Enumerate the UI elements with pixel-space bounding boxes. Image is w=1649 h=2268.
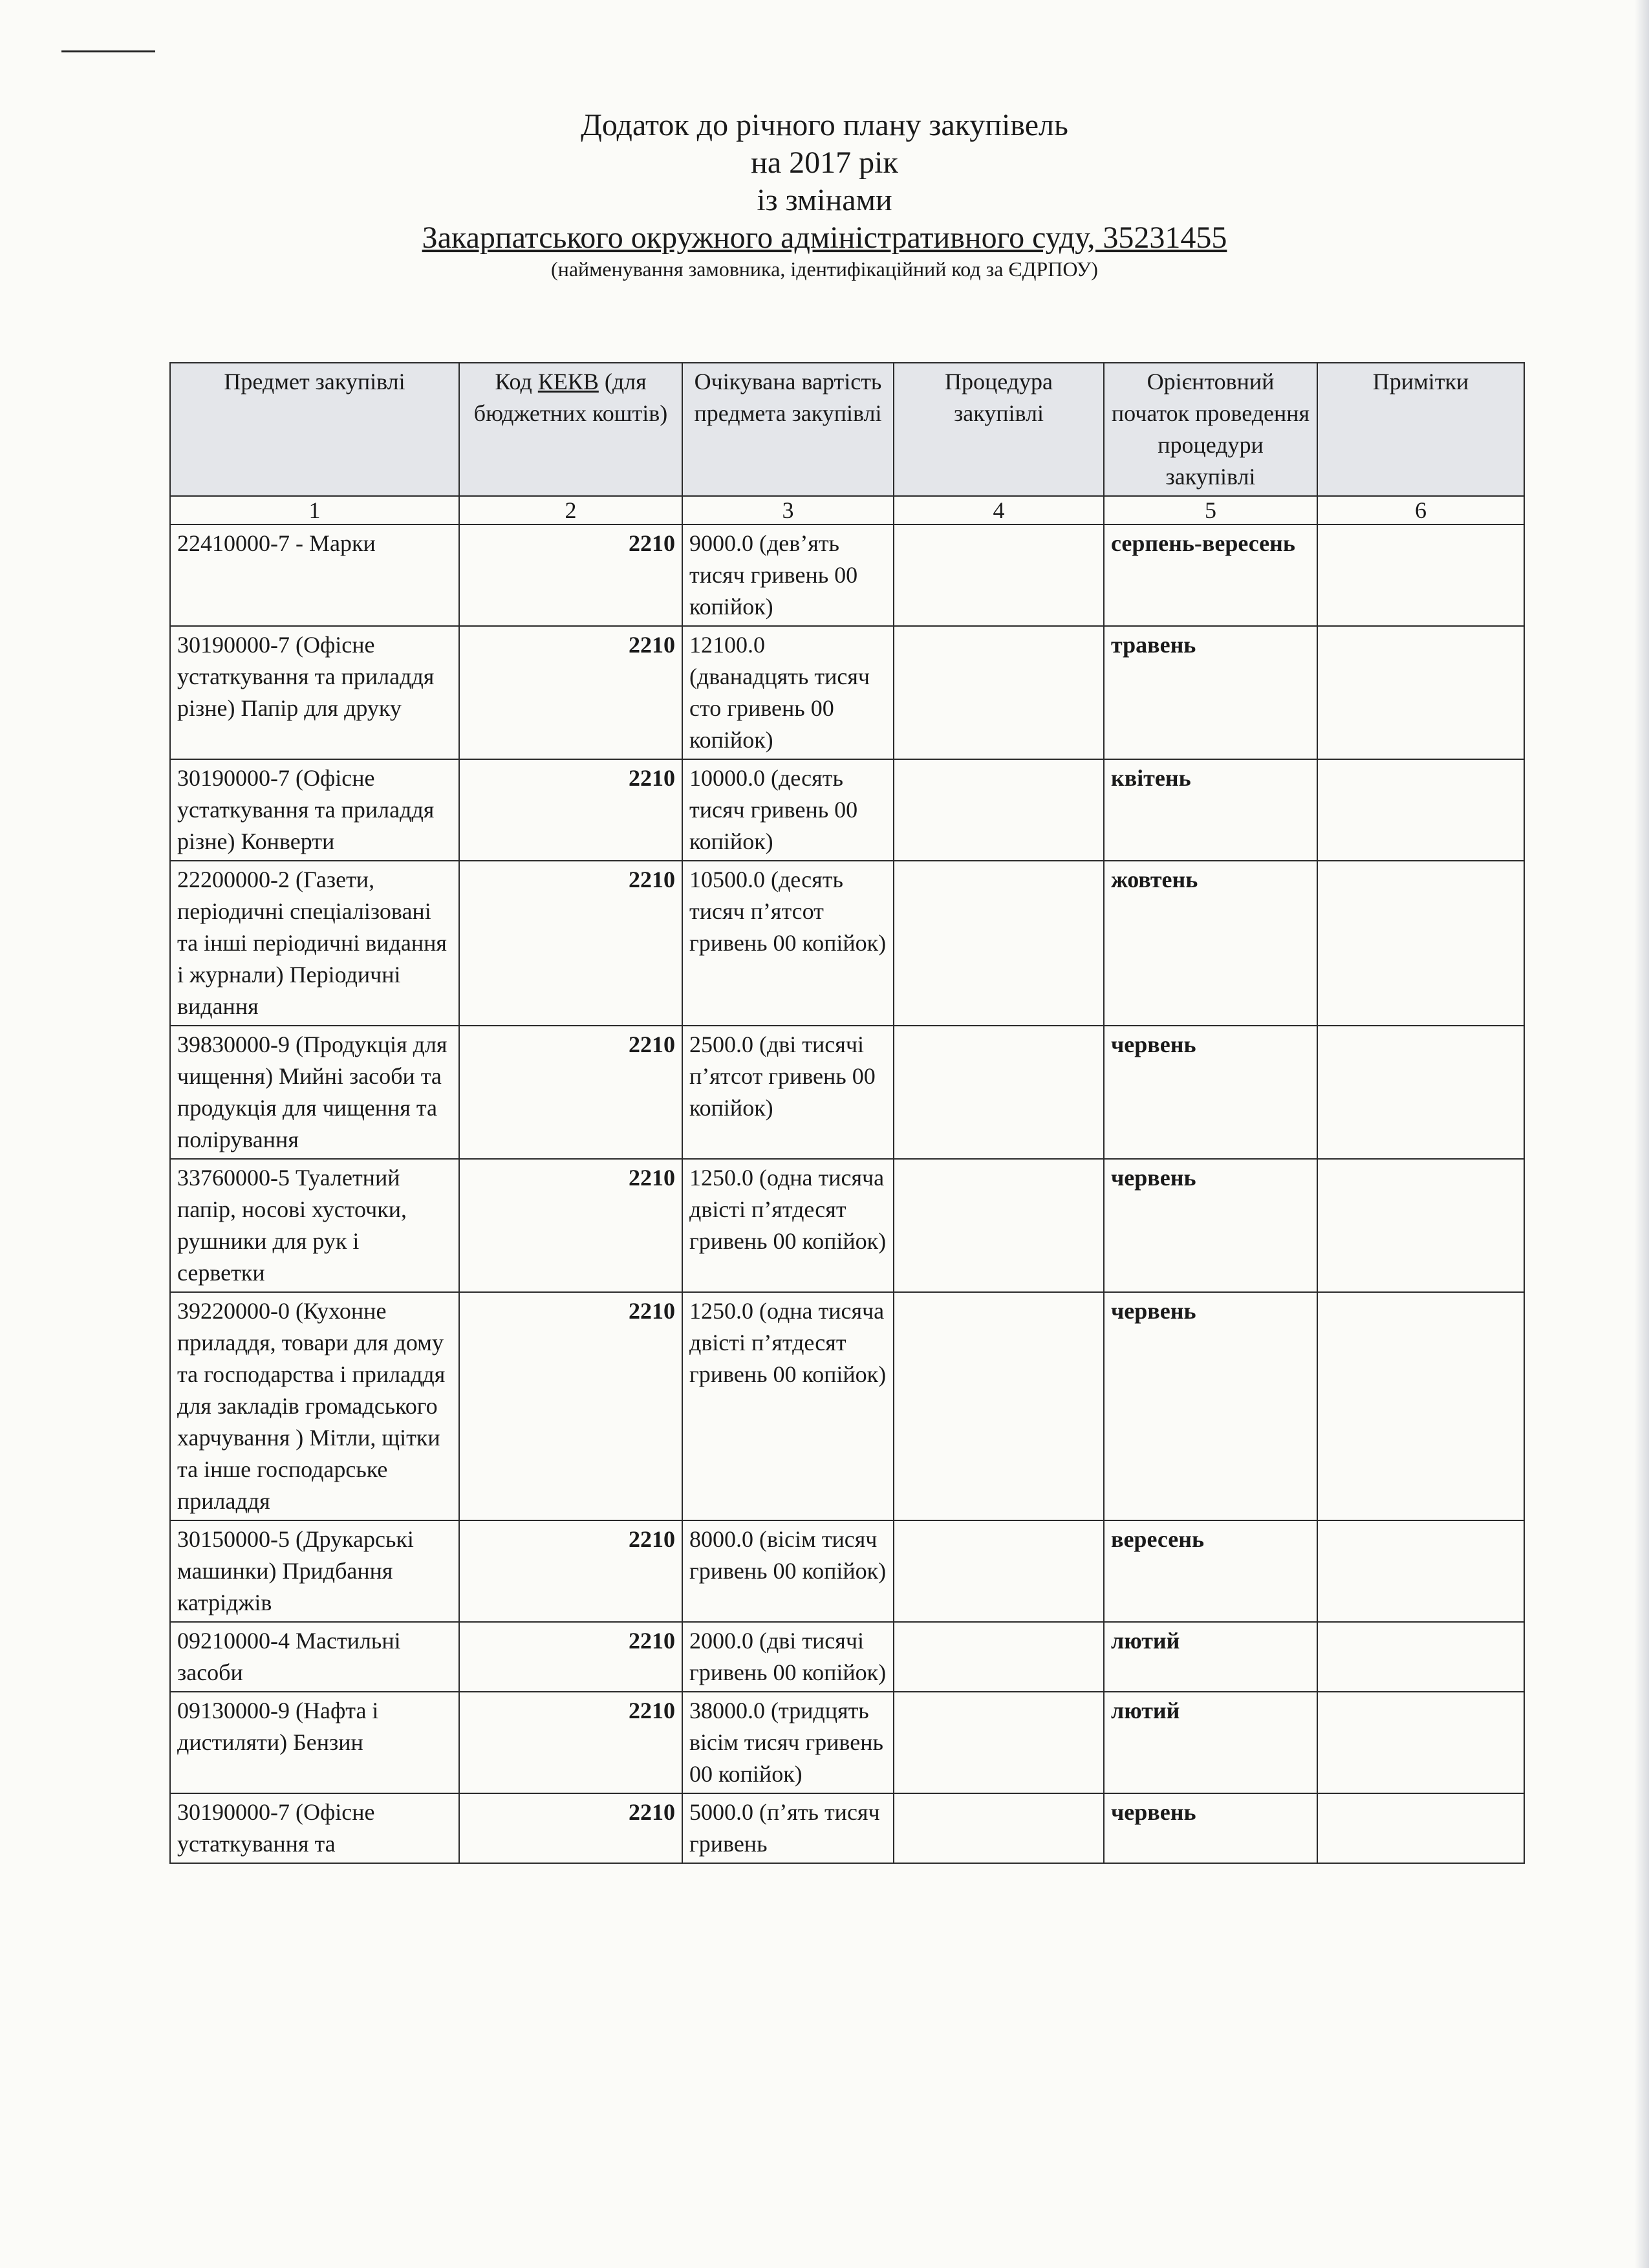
procedure-cell bbox=[894, 1692, 1104, 1793]
start-cell: жовтень bbox=[1104, 861, 1317, 1026]
table-row bbox=[170, 1159, 1524, 1292]
subject-cell: 22200000-2 (Газети, періодичні спеціалізовані та інші періодичні видання і журнали) Періодичні видання bbox=[170, 861, 459, 1026]
notes-cell bbox=[1317, 1292, 1524, 1520]
subject-cell: 30190000-7 (Офісне устаткування та приладдя різне) Папір для друку bbox=[170, 626, 459, 759]
table-row bbox=[170, 759, 1524, 861]
notes-cell bbox=[1317, 1520, 1524, 1622]
procedure-cell bbox=[894, 1622, 1104, 1692]
column-number: 4 bbox=[894, 496, 1104, 524]
procedure-cell bbox=[894, 1292, 1104, 1520]
col-header-start: Орієнтовний початок проведення процедури закупівлі bbox=[1104, 363, 1317, 496]
subject-cell: 33760000-5 Туалетний папір, носові хусточки, рушники для рук і серветки bbox=[170, 1159, 459, 1292]
organization-name: Закарпатського окружного адміністративного суду, 35231455 bbox=[422, 221, 1227, 255]
subject-cell: 09130000-9 (Нафта і дистиляти) Бензин bbox=[170, 1692, 459, 1793]
procedure-cell bbox=[894, 626, 1104, 759]
start-cell: травень bbox=[1104, 626, 1317, 759]
col-header-cost: Очікувана вартість предмета закупівлі bbox=[682, 363, 894, 496]
table-row bbox=[170, 1292, 1524, 1520]
subject-cell: 22410000-7 - Марки bbox=[170, 524, 459, 626]
cost-cell: 10000.0 (десять тисяч гривень 00 копійок) bbox=[682, 759, 894, 861]
notes-cell bbox=[1317, 626, 1524, 759]
kekv-prefix: Код bbox=[495, 369, 538, 394]
title-line-2: на 2017 рік bbox=[751, 146, 898, 180]
procedure-cell bbox=[894, 759, 1104, 861]
table-row bbox=[170, 626, 1524, 759]
start-cell: серпень-вересень bbox=[1104, 524, 1317, 626]
procedure-cell bbox=[894, 861, 1104, 1026]
kekv-cell: 2210 bbox=[459, 524, 682, 626]
cost-cell: 2000.0 (дві тисячі гривень 00 копійок) bbox=[682, 1622, 894, 1692]
margin-mark bbox=[61, 50, 155, 52]
start-cell: лютий bbox=[1104, 1692, 1317, 1793]
kekv-abbr: КЕКВ bbox=[537, 369, 599, 394]
cost-cell: 1250.0 (одна тисяча двісті п’ятдесят гривень 00 копійок) bbox=[682, 1292, 894, 1520]
subject-cell: 39220000-0 (Кухонне приладдя, товари для дому та господарства і приладдя для закладів громадського харчування ) Мітли, щітки та інше господарське приладдя bbox=[170, 1292, 459, 1520]
title-line-1: Додаток до річного плану закупівель bbox=[581, 108, 1068, 142]
col-header-subject: Предмет закупівлі bbox=[170, 363, 459, 496]
procedure-cell bbox=[894, 524, 1104, 626]
procedure-cell bbox=[894, 1520, 1104, 1622]
table-row bbox=[170, 1793, 1524, 1863]
procurement-table bbox=[169, 362, 1525, 1864]
start-cell: червень bbox=[1104, 1292, 1317, 1520]
start-cell: вересень bbox=[1104, 1520, 1317, 1622]
column-number-row bbox=[170, 496, 1524, 524]
col-header-kekv bbox=[459, 363, 682, 496]
column-number: 1 bbox=[170, 496, 459, 524]
subject-cell: 30150000-5 (Друкарські машинки) Придбання катріджів bbox=[170, 1520, 459, 1622]
cost-cell: 5000.0 (п’ять тисяч гривень bbox=[682, 1793, 894, 1863]
column-number: 3 bbox=[682, 496, 894, 524]
table-row bbox=[170, 524, 1524, 626]
table-row bbox=[170, 1520, 1524, 1622]
cost-cell: 12100.0 (дванадцять тисяч сто гривень 00 копійок) bbox=[682, 626, 894, 759]
col-header-procedure: Процедура закупівлі bbox=[894, 363, 1104, 496]
kekv-cell: 2210 bbox=[459, 1159, 682, 1292]
col-header-notes: Примітки bbox=[1317, 363, 1524, 496]
table-row bbox=[170, 1026, 1524, 1159]
notes-cell bbox=[1317, 1159, 1524, 1292]
cost-cell: 9000.0 (дев’ять тисяч гривень 00 копійок) bbox=[682, 524, 894, 626]
notes-cell bbox=[1317, 759, 1524, 861]
kekv-cell: 2210 bbox=[459, 1793, 682, 1863]
notes-cell bbox=[1317, 1793, 1524, 1863]
subject-cell: 09210000-4 Мастильні засоби bbox=[170, 1622, 459, 1692]
cost-cell: 1250.0 (одна тисяча двісті п’ятдесят гривень 00 копійок) bbox=[682, 1159, 894, 1292]
column-number: 5 bbox=[1104, 496, 1317, 524]
kekv-cell: 2210 bbox=[459, 1520, 682, 1622]
notes-cell bbox=[1317, 524, 1524, 626]
organization-caption: (найменування замовника, ідентифікаційний код за ЄДРПОУ) bbox=[551, 257, 1098, 281]
cost-cell: 10500.0 (десять тисяч п’ятсот гривень 00 копійок) bbox=[682, 861, 894, 1026]
kekv-cell: 2210 bbox=[459, 861, 682, 1026]
notes-cell bbox=[1317, 861, 1524, 1026]
notes-cell bbox=[1317, 1026, 1524, 1159]
procedure-cell bbox=[894, 1793, 1104, 1863]
table-row bbox=[170, 861, 1524, 1026]
cost-cell: 8000.0 (вісім тисяч гривень 00 копійок) bbox=[682, 1520, 894, 1622]
kekv-cell: 2210 bbox=[459, 1692, 682, 1793]
subject-cell: 39830000-9 (Продукція для чищення) Мийні засоби та продукція для чищення та полірування bbox=[170, 1026, 459, 1159]
column-number: 2 bbox=[459, 496, 682, 524]
start-cell: червень bbox=[1104, 1793, 1317, 1863]
kekv-cell: 2210 bbox=[459, 1026, 682, 1159]
kekv-cell: 2210 bbox=[459, 1292, 682, 1520]
kekv-suffix: (для бюджетних коштів) bbox=[473, 369, 668, 426]
procedure-cell bbox=[894, 1159, 1104, 1292]
subject-cell: 30190000-7 (Офісне устаткування та приладдя різне) Конверти bbox=[170, 759, 459, 861]
table-row bbox=[170, 1692, 1524, 1793]
table-row bbox=[170, 1622, 1524, 1692]
table-header-row bbox=[170, 363, 1524, 496]
start-cell: лютий bbox=[1104, 1622, 1317, 1692]
start-cell: червень bbox=[1104, 1159, 1317, 1292]
start-cell: квітень bbox=[1104, 759, 1317, 861]
procedure-cell bbox=[894, 1026, 1104, 1159]
notes-cell bbox=[1317, 1622, 1524, 1692]
cost-cell: 2500.0 (дві тисячі п’ятсот гривень 00 копійок) bbox=[682, 1026, 894, 1159]
notes-cell bbox=[1317, 1692, 1524, 1793]
kekv-cell: 2210 bbox=[459, 626, 682, 759]
cost-cell: 38000.0 (тридцять вісім тисяч гривень 00 копійок) bbox=[682, 1692, 894, 1793]
scan-shadow-edge bbox=[1635, 0, 1649, 2268]
column-number: 6 bbox=[1317, 496, 1524, 524]
title-line-3: із змінами bbox=[757, 183, 892, 217]
kekv-cell: 2210 bbox=[459, 1622, 682, 1692]
kekv-cell: 2210 bbox=[459, 759, 682, 861]
document-header bbox=[0, 107, 1649, 281]
subject-cell: 30190000-7 (Офісне устаткування та bbox=[170, 1793, 459, 1863]
start-cell: червень bbox=[1104, 1026, 1317, 1159]
